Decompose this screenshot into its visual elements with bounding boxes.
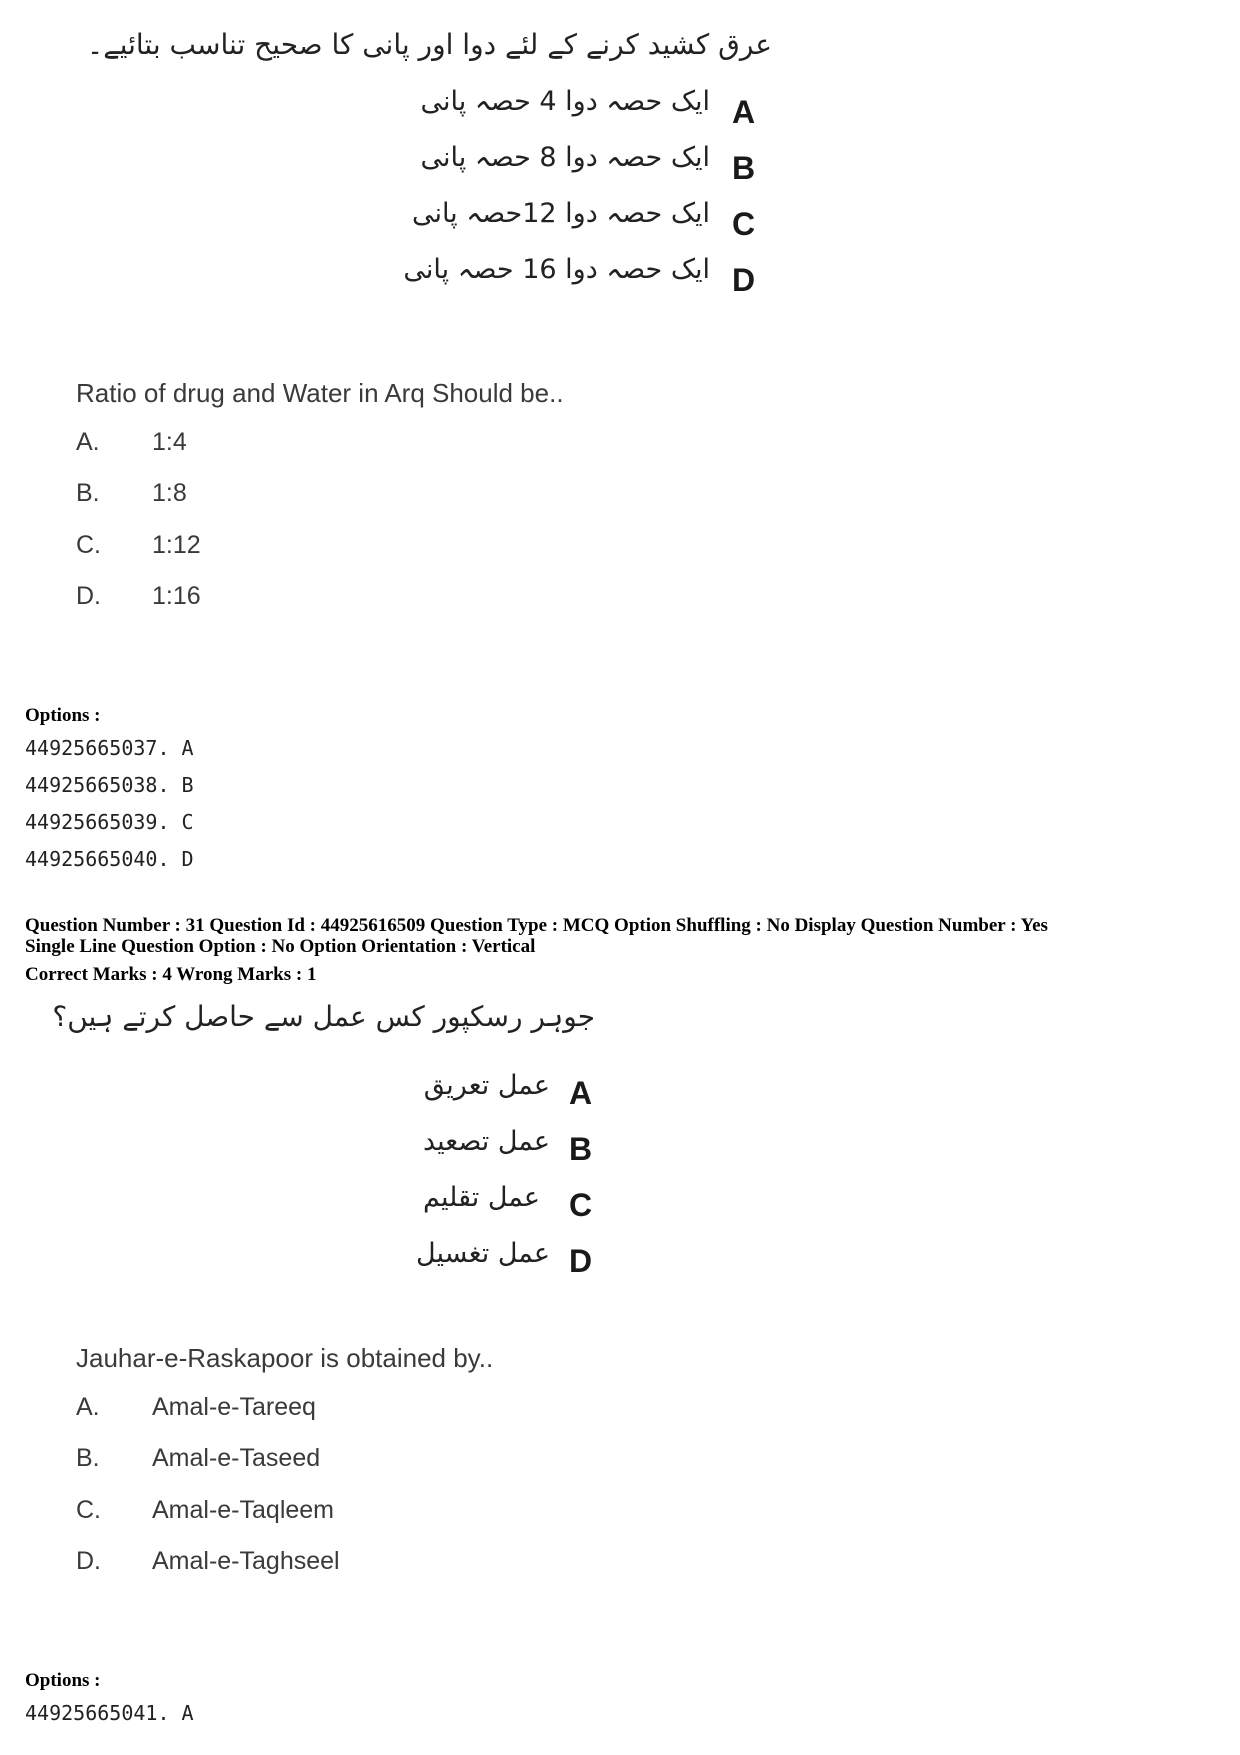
q31-option-id-a: 44925665041. A [25, 1701, 194, 1725]
q30-option-id-b: 44925665038. B [25, 773, 194, 797]
q31-meta-line3: Correct Marks : 4 Wrong Marks : 1 [25, 964, 317, 985]
q30-option-id-a: 44925665037. A [25, 736, 194, 760]
q31-meta-line1: Question Number : 31 Question Id : 44925616509 Question Type : MCQ Option Shuffling : No Display Question Number : Yes [25, 915, 1048, 936]
q31-english-question: Jauhar-e-Raskapoor is obtained by.. [76, 1343, 494, 1373]
q30-option-id-c: 44925665039. C [25, 810, 194, 834]
q30-urdu-question: عرق کشید کرنے کے لئے دوا اور پانی کا صحیح تناسب بتائیے۔ [86, 28, 772, 61]
q31-meta-line2: Single Line Question Option : No Option Orientation : Vertical [25, 936, 536, 957]
q30-options-label: Options : [25, 705, 101, 726]
q30-english-question: Ratio of drug and Water in Arq Should be.. [76, 378, 564, 408]
q31-options-label: Options : [25, 1670, 101, 1691]
q30-option-id-d: 44925665040. D [25, 847, 194, 871]
q31-urdu-question: جوہر رسکپور کس عمل سے حاصل کرتے ہیں؟ [52, 1000, 595, 1033]
